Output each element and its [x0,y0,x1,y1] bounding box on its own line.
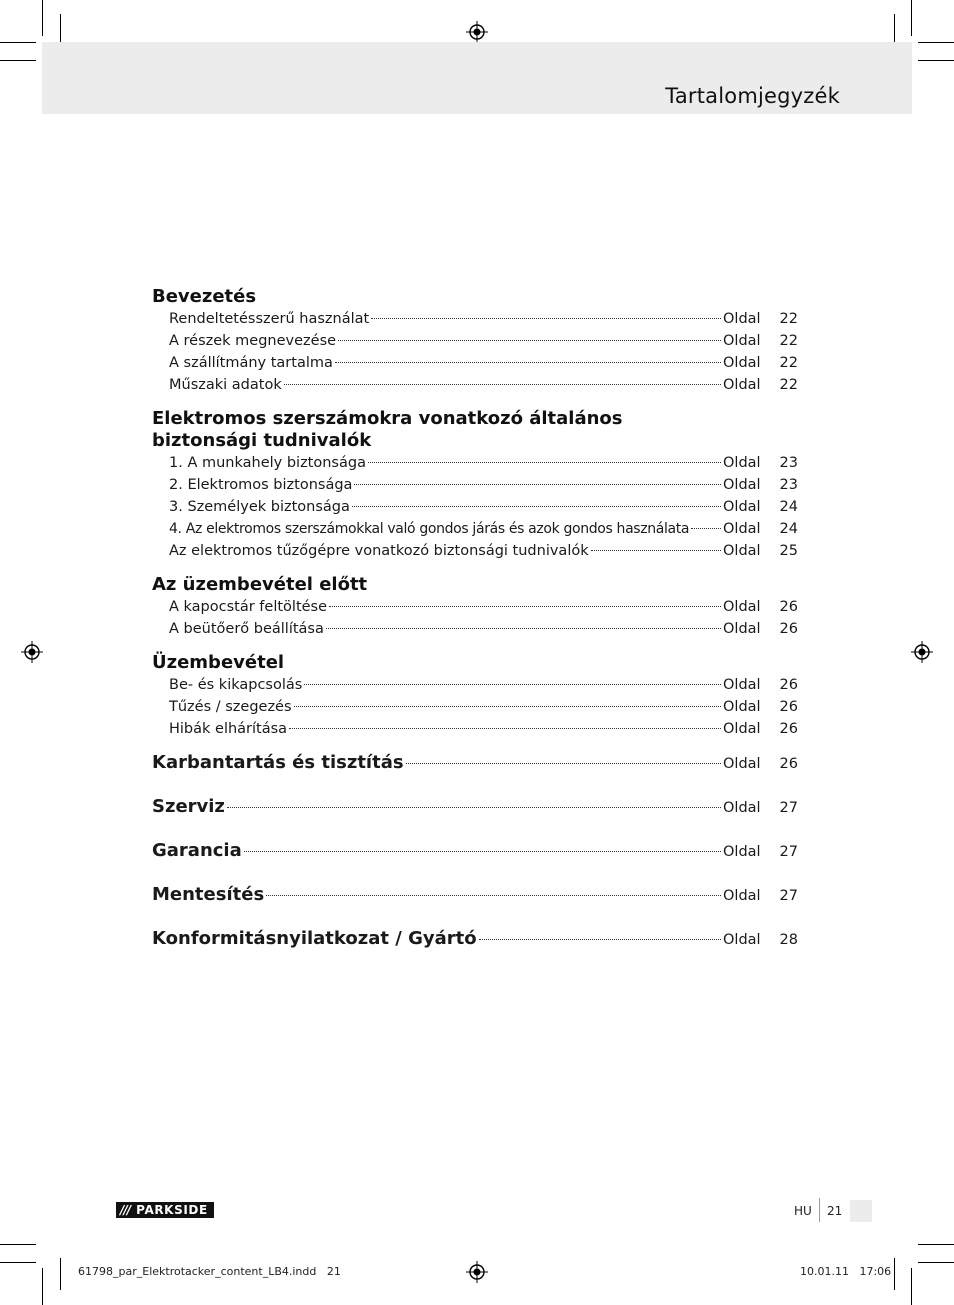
toc-entry[interactable] [169,496,798,518]
table-of-contents [152,286,798,972]
dot-leader [326,628,721,629]
dot-leader [244,851,721,852]
registration-mark-icon [466,1261,488,1283]
crop-mark [918,60,954,61]
registration-mark-icon [21,641,43,663]
entry-label: 2. Elektromos biztonsága [169,477,353,493]
dot-leader [289,728,721,729]
page-word: Oldal [723,543,761,559]
page-word: Oldal [723,677,761,693]
parkside-logo [116,1202,214,1218]
entry-label: Rendeltetésszerű használat [169,311,370,327]
entry-label: 3. Személyek biztonsága [169,499,350,515]
section-title [152,408,798,452]
toc-entry[interactable] [169,518,798,540]
main-entry-label: Garancia [152,840,242,861]
toc-main-entry[interactable] [152,840,798,884]
dot-leader [266,895,721,896]
page-number: 22 [779,311,798,327]
entry-label: A részek megnevezése [169,333,337,349]
registration-mark-icon [911,641,933,663]
crop-mark [0,1262,36,1263]
crop-mark [911,1268,912,1305]
page-word: Oldal [723,521,761,537]
toc-entry[interactable] [169,374,798,396]
dot-leader [294,706,721,707]
toc-entry[interactable] [169,596,798,618]
page-number: 22 [779,377,798,393]
toc-main-entry[interactable] [152,884,798,928]
page-number: 25 [779,543,798,559]
dot-leader [329,606,721,607]
toc-main-entry[interactable] [152,928,798,972]
dot-leader [227,807,721,808]
page-word: Oldal [723,932,761,948]
dot-leader [591,550,721,551]
dot-leader [335,362,721,363]
toc-section [152,286,798,396]
logo-text: PARKSIDE [136,1203,208,1217]
crop-mark [0,1244,36,1245]
dot-leader [368,462,721,463]
page-number: 27 [779,844,798,860]
entry-label: A szállítmány tartalma [169,355,333,371]
page-number: 27 [779,888,798,904]
page-word: Oldal [723,599,761,615]
page-word: Oldal [723,311,761,327]
logo-stripes: /// [120,1203,131,1217]
footer-tab-box [850,1200,872,1222]
page-word: Oldal [723,888,761,904]
toc-entry[interactable] [169,696,798,718]
toc-entry[interactable] [169,308,798,330]
crop-mark [0,42,36,43]
page-number: 22 [779,333,798,349]
page-word: Oldal [723,621,761,637]
main-entry-label: Mentesítés [152,884,265,905]
page-word: Oldal [723,699,761,715]
dot-leader [691,528,721,529]
dot-leader [354,484,721,485]
entry-label: Hibák elhárítása [169,721,288,737]
toc-entry[interactable] [169,474,798,496]
main-entry-label: Konformitásnyilatkozat / Gyártó [152,928,477,949]
page-word: Oldal [723,756,761,772]
page-word: Oldal [723,455,761,471]
page-word: Oldal [723,355,761,371]
toc-entry[interactable] [169,618,798,640]
crop-mark [911,0,912,36]
section-title: Bevezetés [152,286,257,307]
section-title-line: Elektromos szerszámokra vonatkozó általános [152,408,623,429]
page-word: Oldal [723,377,761,393]
entry-label: A kapocstár feltöltése [169,599,328,615]
page-word: Oldal [723,477,761,493]
registration-mark-icon [466,21,488,43]
main-entry-label: Karbantartás és tisztítás [152,752,404,773]
toc-entry[interactable] [169,452,798,474]
section-title-line: biztonsági tudnivalók [152,430,372,451]
crop-mark [0,60,36,61]
page-word: Oldal [723,800,761,816]
page-word: Oldal [723,333,761,349]
toc-section [152,408,798,562]
page-word: Oldal [723,721,761,737]
page-word: Oldal [723,844,761,860]
section-title: Az üzembevétel előtt [152,574,368,595]
dot-leader [304,684,721,685]
toc-main-entry[interactable] [152,752,798,796]
crop-mark [918,1244,954,1245]
page-number: 23 [779,477,798,493]
page-word: Oldal [723,499,761,515]
dot-leader [371,318,721,319]
page-number: 24 [779,499,798,515]
page-number: 26 [779,677,798,693]
toc-main-entry[interactable] [152,796,798,840]
language-code: HU [794,1204,812,1218]
crop-mark [42,0,43,36]
section-title: Üzembevétel [152,652,285,673]
entry-label: A beütőerő beállítása [169,621,324,637]
footer-divider [819,1198,820,1222]
page-number-footer: 21 [827,1204,843,1218]
toc-entry[interactable] [169,674,798,696]
dot-leader [406,763,721,764]
page-number: 26 [779,756,798,772]
dot-leader [479,939,721,940]
toc-entry[interactable] [169,352,798,374]
crop-mark [60,1258,61,1290]
entry-label: Be- és kikapcsolás [169,677,303,693]
entry-label: 1. A munkahely biztonsága [169,455,366,471]
crop-mark [42,1268,43,1305]
entry-label: 4. Az elektromos szerszámokkal való gondos járás és azok gondos használata [169,521,690,537]
print-slug-date: 10.01.11 17:06 [800,1265,892,1278]
page-number: 26 [779,699,798,715]
page-number: 28 [779,932,798,948]
print-slug-file: 61798_par_Elektrotacker_content_LB4.indd 21 [78,1265,341,1278]
crop-mark [894,1258,895,1290]
toc-entry[interactable] [169,540,798,562]
dot-leader [338,340,721,341]
page-number: 26 [779,621,798,637]
toc-section [152,574,798,640]
dot-leader [284,384,721,385]
page-number: 24 [779,521,798,537]
entry-label: Műszaki adatok [169,377,282,393]
page-number: 27 [779,800,798,816]
dot-leader [352,506,721,507]
crop-mark [918,42,954,43]
toc-entry[interactable] [169,718,798,740]
entry-label: Tűzés / szegezés [169,699,292,715]
crop-mark [918,1262,954,1263]
entry-label: Az elektromos tűzőgépre vonatkozó biztonsági tudnivalók [169,543,589,559]
toc-section [152,652,798,740]
page-title: Tartalomjegyzék [665,84,840,108]
toc-entry[interactable] [169,330,798,352]
page-number: 26 [779,599,798,615]
main-entry-label: Szerviz [152,796,225,817]
page-number: 22 [779,355,798,371]
page-number: 23 [779,455,798,471]
page-number: 26 [779,721,798,737]
